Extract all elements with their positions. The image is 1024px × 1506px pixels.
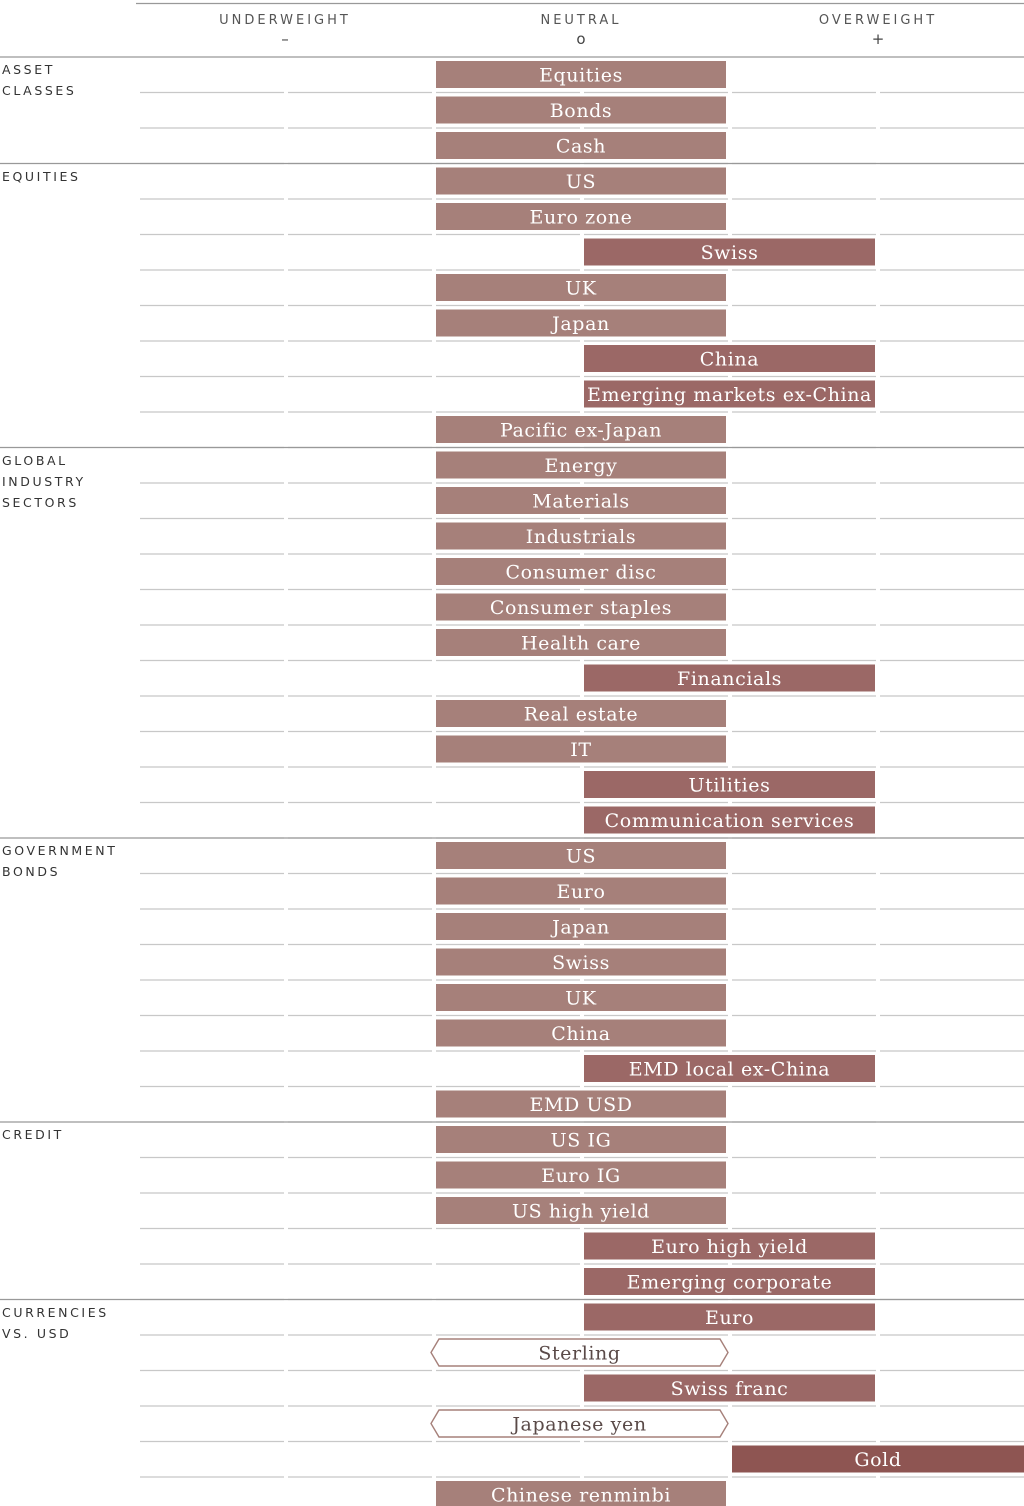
bar-label: UK <box>565 277 597 300</box>
bar-label: Japan <box>552 313 610 335</box>
bar-label: China <box>551 1023 611 1045</box>
bar-label: Euro high yield <box>651 1236 808 1258</box>
bar-label: Energy <box>544 455 618 477</box>
section-label: CURRENCIES VS. USD <box>2 1304 109 1341</box>
header-overweight-symbol: + <box>871 30 885 48</box>
bar-label: Euro zone <box>529 206 633 229</box>
bar-label: US high yield <box>512 1200 650 1223</box>
header-underweight-symbol: – <box>281 30 289 48</box>
bar-label: Chinese renminbi <box>490 1484 672 1506</box>
bar-label: Euro <box>704 1307 755 1329</box>
bar-label: US <box>565 171 597 193</box>
bar-label: EMD USD <box>529 1094 633 1116</box>
bar-label: Japan <box>552 916 610 939</box>
bar-label: Emerging corporate <box>626 1271 833 1294</box>
bar-label: Utilities <box>688 774 771 797</box>
bar-label: Swiss <box>700 242 759 264</box>
bar-label: Emerging markets ex-China <box>587 384 872 406</box>
bar-label: Gold <box>854 1449 902 1471</box>
bar-label: Equities <box>539 64 623 87</box>
bar-label: Financials <box>677 668 782 690</box>
bar-label: Pacific ex-Japan <box>499 419 663 442</box>
bar-label: Health care <box>520 632 642 655</box>
bar-label: Swiss <box>552 952 610 974</box>
bar-label: US <box>565 845 597 868</box>
header-underweight-label: UNDERWEIGHT <box>219 13 351 28</box>
section-label: ASSET CLASSES <box>2 62 77 98</box>
bar-label: Cash <box>555 135 607 158</box>
header-neutral-symbol: o <box>576 30 586 48</box>
bar-label: EMD local ex-China <box>628 1058 831 1081</box>
section-label: GLOBAL INDUSTRY SECTORS <box>2 452 86 510</box>
bar-label: Swiss franc <box>670 1378 789 1400</box>
section-label: CREDIT <box>2 1127 64 1142</box>
bar-label: Industrials <box>525 526 637 548</box>
bar-label: Euro <box>556 881 606 903</box>
bar-label: IT <box>570 739 592 761</box>
header-neutral-label: NEUTRAL <box>540 13 622 28</box>
section-label: EQUITIES <box>2 168 81 184</box>
bar-label: Communication services <box>604 810 855 832</box>
section-label: GOVERNMENT BONDS <box>2 843 118 879</box>
bar-label: Materials <box>532 490 630 513</box>
header-overweight-label: OVERWEIGHT <box>818 13 938 28</box>
bar-label: Real estate <box>523 703 639 726</box>
bar-label: Sterling <box>538 1342 621 1365</box>
bar-label: China <box>699 348 760 371</box>
bar-label: Japanese yen <box>512 1413 647 1436</box>
bar-label: Euro IG <box>541 1165 621 1187</box>
bar-label: Consumer disc <box>505 561 657 584</box>
bar-label: Bonds <box>549 100 613 122</box>
bar-label: UK <box>565 987 597 1010</box>
bar-label: US IG <box>550 1129 612 1152</box>
bar-label: Consumer staples <box>489 597 673 619</box>
